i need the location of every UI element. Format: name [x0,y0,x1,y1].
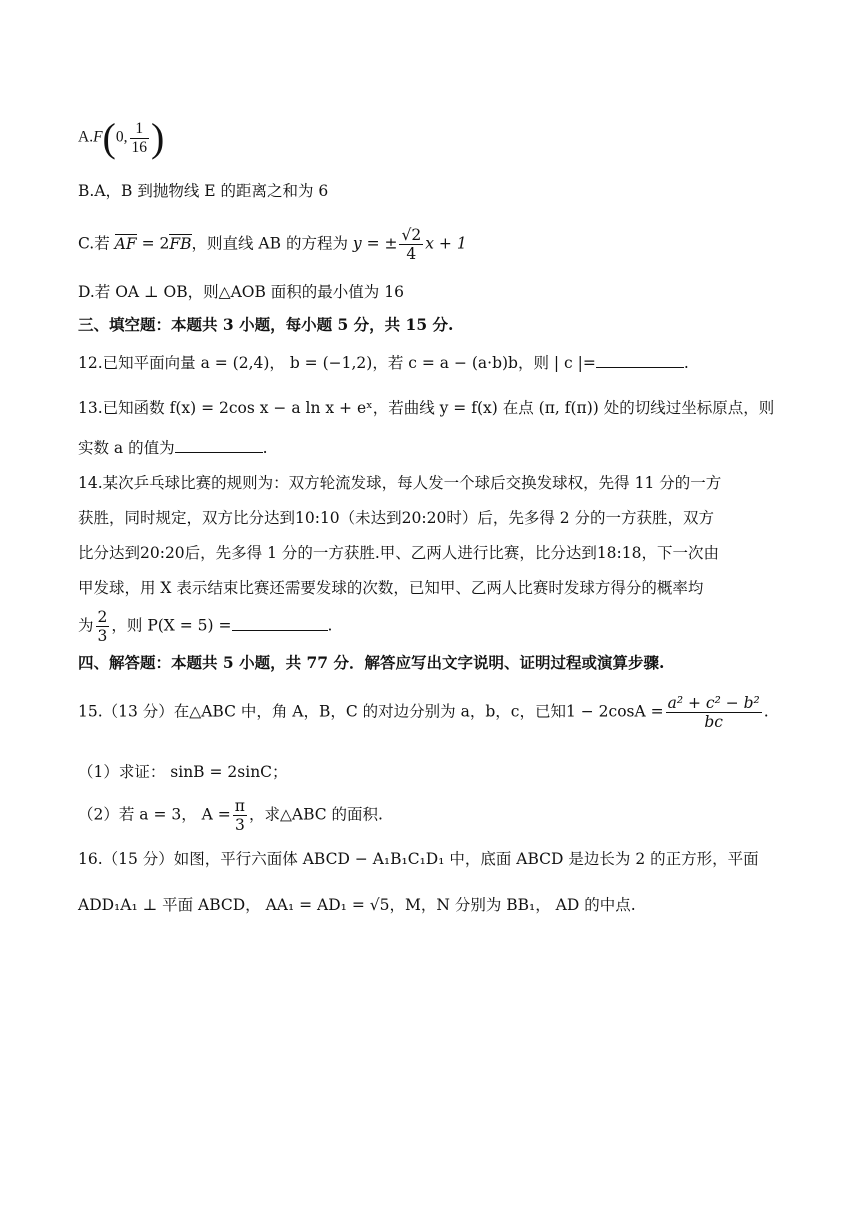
question-15-part1: （1）求证： sinB = 2sinC； [78,763,288,781]
answer-blank-14[interactable] [232,616,328,631]
section-4-title: 四、解答题：本题共 5 小题，共 77 分．解答应写出文字说明、证明过程或演算步骤. [78,653,665,672]
question-12-text: 12.已知平面向量 a = (2,4)， b = (−1,2)，若 c = a − (a·b)b，则 | c |= [78,354,596,372]
option-c-tail: x + 1 [425,234,467,253]
question-15-lhs: 1 − 2cosA = [565,702,664,721]
section-3-title: 三、填空题：本题共 3 小题，每小题 5 分，共 15 分. [78,315,454,334]
option-c-eq: y = ± [352,234,398,253]
fraction-numerator: 2 [97,608,108,626]
option-c-equals: = 2 [141,234,170,253]
question-15-text: 15.（13 分）在△ABC 中，角 A，B，C 的对边分别为 a，b，c，已知 [78,702,566,721]
question-15-part2-prefix: （2）若 a = 3， A = [78,805,231,824]
vector-af: AF [114,234,137,253]
option-d: D.若 OA ⊥ OB，则△AOB 面积的最小值为 16 [78,283,404,301]
option-c-prefix: C.若 [78,234,110,253]
fraction-denominator: 4 [406,245,417,263]
option-b: B.A，B 到抛物线 E 的距离之和为 6 [78,182,329,200]
option-a-zero: 0, [115,128,128,146]
question-14-line1: 14.某次乒乓球比赛的规则为：双方轮流发球，每人发一个球后交换发球权，先得 11 分的一方 [78,474,722,492]
right-paren: ) [151,115,165,160]
fraction-numerator: √2 [401,226,422,244]
question-15-part2-post: ，求△ABC 的面积. [248,805,383,824]
question-12-end: . [683,354,689,372]
fraction-denominator: 16 [131,138,147,156]
question-16-line2: ADD₁A₁ ⊥ 平面 ABCD， AA₁ = AD₁ = √5，M，N 分别为 BB₁， AD 的中点. [78,896,636,914]
option-c-post: ，则直线 AB 的方程为 [191,234,348,253]
option-a-fraction [130,120,150,157]
question-15 [78,694,769,731]
question-13-end: . [262,439,268,457]
question-14-line3: 比分达到20:20后，先多得 1 分的一方获胜.甲、乙两人进行比赛，比分达到18:18，下一次由 [78,544,719,562]
question-13-line1: 13.已知函数 f(x) = 2cos x − a ln x + eˣ，若曲线 y = f(x) 在点 (π, f(π)) 处的切线过坐标原点，则 [78,399,775,417]
option-a-label: A. [78,128,94,146]
question-14-post: ，则 P(X = 5) = [111,616,232,635]
question-14-end: . [327,616,333,635]
question-14-line2: 获胜，同时规定，双方比分达到10:10（未达到20:20时）后，先多得 2 分的一方获胜，双方 [78,509,715,527]
fraction-denominator: 3 [234,816,245,834]
option-a [78,115,165,160]
option-c [78,226,467,263]
left-paren: ( [102,115,116,160]
vector-fb: FB [169,234,192,253]
fraction-numerator: π [234,797,245,815]
question-12 [78,352,689,374]
answer-blank-13[interactable] [175,438,263,453]
option-a-fname: F [93,128,103,146]
fraction-denominator: 3 [97,627,108,645]
fraction-denominator: bc [704,713,723,731]
option-c-fraction [399,226,423,263]
question-14-line5 [78,608,332,645]
question-15-fraction [666,694,762,731]
question-14-prefix: 为 [78,616,94,635]
fraction-numerator: 1 [130,120,150,139]
question-15-part2 [78,797,383,834]
question-13-text: 实数 a 的值为 [78,439,175,457]
answer-blank-12[interactable] [596,353,684,368]
probability-fraction [96,608,110,645]
question-14-line4: 甲发球，用 X 表示结束比赛还需要发球的次数，已知甲、乙两人比赛时发球方得分的概率均 [78,579,704,597]
question-13-line2 [78,437,268,459]
fraction-numerator: a² + c² − b² [667,694,760,712]
question-15-end: . [763,702,769,721]
angle-fraction [233,797,247,834]
question-16-line1: 16.（15 分）如图，平行六面体 ABCD − A₁B₁C₁D₁ 中，底面 ABCD 是边长为 2 的正方形，平面 [78,850,759,868]
